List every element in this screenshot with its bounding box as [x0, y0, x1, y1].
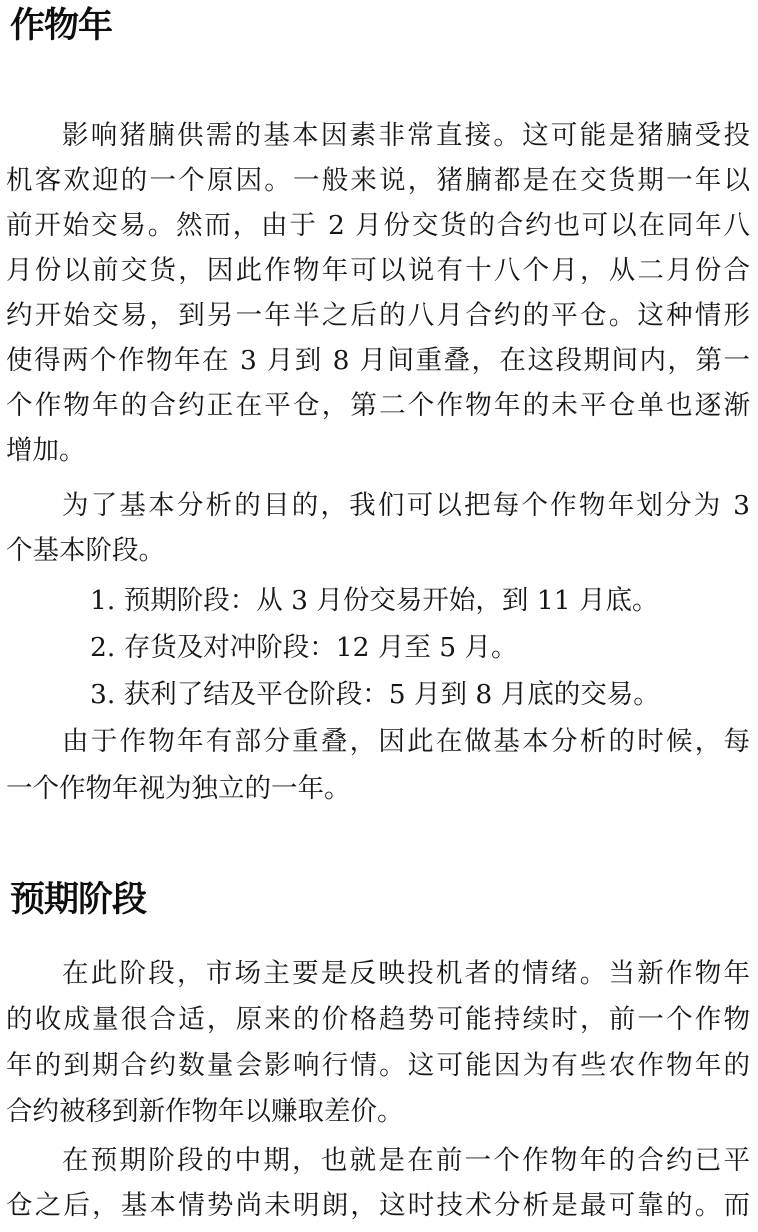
- paragraph-line: 仓之后，基本情势尚未明朗，这时技术分析是最可靠的。而: [6, 1190, 750, 1221]
- paragraph-line: 月份以前交货，因此作物年可以说有十八个月，从二月份合: [6, 255, 750, 286]
- paragraph-line: 影响猪腩供需的基本因素非常直接。这可能是猪腩受投: [62, 120, 750, 151]
- section-heading-crop-year: 作物年: [10, 6, 113, 46]
- paragraph-line: 由于作物年有部分重叠，因此在做基本分析的时候，每: [62, 726, 750, 757]
- paragraph-line: 合约被移到新作物年以赚取差价。: [6, 1096, 404, 1127]
- paragraph-line: 前开始交易。然而，由于 2 月份交货的合约也可以在同年八: [6, 210, 750, 241]
- paragraph-line: 增加。: [6, 435, 86, 466]
- paragraph-line: 个基本阶段。: [6, 535, 165, 566]
- paragraph-line: 在预期阶段的中期，也就是在前一个作物年的合约已平: [62, 1145, 750, 1176]
- section-heading-anticipation-stage: 预期阶段: [10, 880, 147, 920]
- paragraph-line: 的收成量很合适，原来的价格趋势可能持续时，前一个作物: [6, 1004, 750, 1035]
- list-item-inventory-hedging-stage: 2. 存货及对冲阶段：12 月至 5 月。: [90, 632, 518, 663]
- paragraph-line: 在此阶段，市场主要是反映投机者的情绪。当新作物年: [62, 958, 750, 989]
- paragraph-line: 使得两个作物年在 3 月到 8 月间重叠，在这段期间内，第一: [6, 345, 750, 376]
- list-item-liquidation-stage: 3. 获利了结及平仓阶段：5 月到 8 月底的交易。: [90, 679, 660, 710]
- paragraph-line: 年的到期合约数量会影响行情。这可能因为有些农作物年的: [6, 1050, 750, 1081]
- paragraph-line: 为了基本分析的目的，我们可以把每个作物年划分为 3: [62, 490, 750, 521]
- paragraph-line: 机客欢迎的一个原因。一般来说，猪腩都是在交货期一年以: [6, 165, 750, 196]
- paragraph-line: 一个作物年视为独立的一年。: [6, 773, 351, 804]
- paragraph-line: 个作物年的合约正在平仓，第二个作物年的未平仓单也逐渐: [6, 390, 750, 421]
- paragraph-line: 约开始交易，到另一年半之后的八月合约的平仓。这种情形: [6, 300, 750, 331]
- list-item-anticipation-stage: 1. 预期阶段：从 3 月份交易开始，到 11 月底。: [90, 585, 659, 616]
